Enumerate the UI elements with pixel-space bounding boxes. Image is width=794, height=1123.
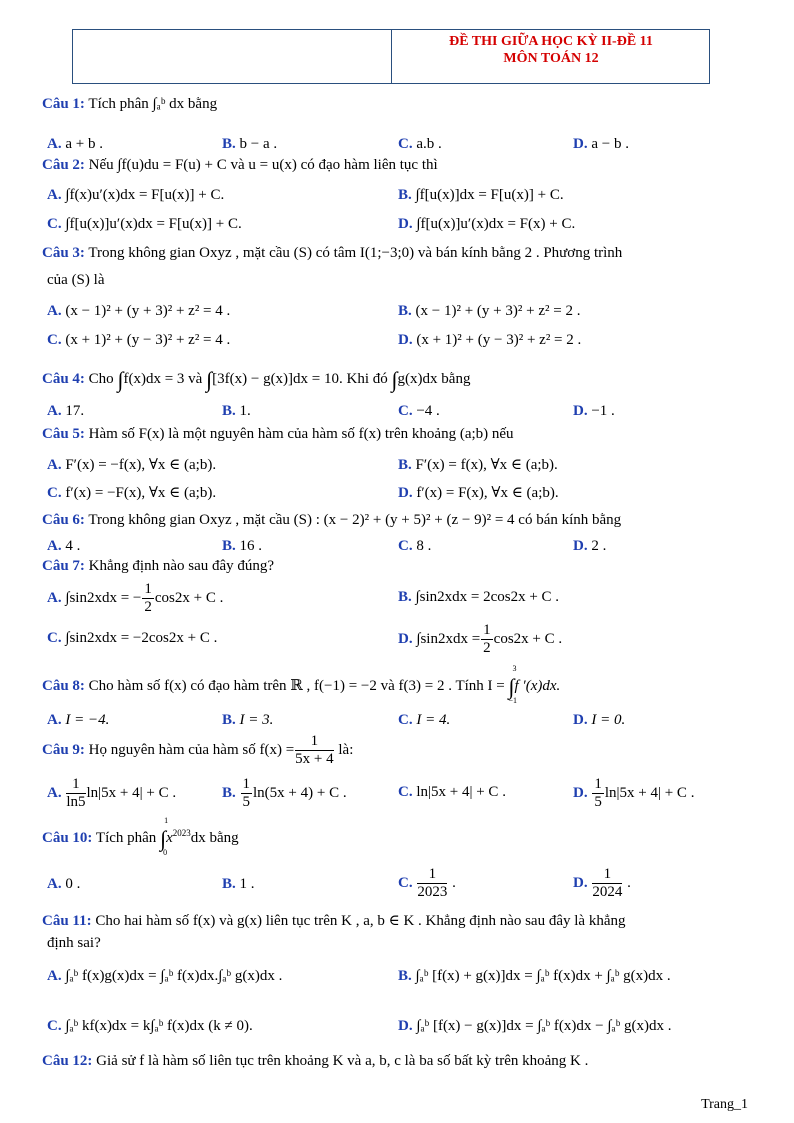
- exam-subject: MÔN TOÁN 12: [503, 51, 599, 66]
- question-2: Câu 2: Nếu ∫f(u)du = F(u) + C và u = u(x) có đạo hàm liên tục thì: [42, 157, 438, 173]
- question-stem: Khẳng định nào sau đây đúng?: [88, 558, 275, 574]
- question-4: Câu 4: Cho ∫f(x)dx = 3 và ∫[3f(x) − g(x)]dx = 10. Khi đó ∫g(x)dx bằng: [42, 367, 471, 392]
- question-stem: Hàm số F(x) là một nguyên hàm của hàm số f(x) trên khoảng (a;b) nếu: [88, 426, 514, 442]
- option-d: D. ∫f[u(x)]u′(x)dx = F(x) + C.: [398, 216, 576, 232]
- option-d: D. a − b .: [573, 136, 629, 152]
- question-9: Câu 9: Họ nguyên hàm của hàm số f(x) = $\frac{1}{5x + 4}$ là:: [42, 733, 354, 767]
- option-c: C. I = 4.: [398, 712, 451, 728]
- option-b: B. 1 .: [222, 876, 255, 892]
- option-a: A. 0 .: [47, 876, 81, 892]
- option-b: B. I = 3.: [222, 712, 274, 728]
- option-d: D. −1 .: [573, 403, 615, 419]
- integral-sign: ∫: [160, 826, 167, 851]
- option-c: C. $\frac{1}{2023}$ .: [398, 866, 456, 900]
- option-c: C. f′(x) = −F(x), ∀x ∈ (a;b).: [47, 485, 217, 501]
- integral-sign: ∫: [117, 367, 124, 392]
- option-d: D. $\frac{1}{5}$ ln|5x + 4| + C .: [573, 776, 695, 810]
- question-stem: Giả sử f là hàm số liên tục trên khoảng K và a, b, c là ba số bất kỳ trên khoảng K .: [96, 1053, 589, 1069]
- option-b: B. (x − 1)² + (y + 3)² + z² = 2 .: [398, 303, 581, 319]
- exam-header-box: [72, 29, 710, 84]
- fraction: $\frac{1}{2}$: [144, 581, 152, 615]
- question-stem: Trong không gian Oxyz , mặt cầu (S) : (x − 2)² + (y + 5)² + (z − 9)² = 4 có bán kính bằng: [88, 512, 622, 528]
- option-a: A. (x − 1)² + (y + 3)² + z² = 4 .: [47, 303, 231, 319]
- option-a: A. $\frac{1}{\ln 5}$ ln|5x + 4| + C .: [47, 776, 177, 810]
- question-stem: Tích phân ∫ₐᵇ dx bằng: [88, 96, 218, 112]
- question-stem-continued: định sai?: [47, 935, 101, 951]
- integral-sign: ∫: [391, 367, 398, 392]
- option-c: C. 8 .: [398, 538, 432, 554]
- question-7: Câu 7: Khẳng định nào sau đây đúng?: [42, 558, 275, 574]
- option-b: B. 16 .: [222, 538, 263, 554]
- option-b: B. ∫ₐᵇ [f(x) + g(x)]dx = ∫ₐᵇ f(x)dx + ∫ₐᵇ g(x)dx .: [398, 968, 671, 984]
- header-divider: [391, 30, 392, 83]
- option-a: A. ∫sin2xdx = − $\frac{1}{2}$ cos2x + C .: [47, 581, 224, 615]
- option-b: B. F′(x) = f(x), ∀x ∈ (a;b).: [398, 457, 558, 473]
- fraction: $\frac{1}{2}$: [483, 622, 491, 656]
- option-a: A. ∫f(x)u′(x)dx = F[u(x)] + C.: [47, 187, 225, 203]
- option-b: B. 1.: [222, 403, 251, 419]
- exam-title: ĐỀ THI GIỮA HỌC KỲ II-ĐỀ 11: [449, 34, 653, 49]
- question-label: Câu 1:: [42, 96, 85, 112]
- integral-sign: ∫: [206, 367, 213, 392]
- option-b: B. $\frac{1}{5}$ ln(5x + 4) + C .: [222, 776, 347, 810]
- option-c: C. ∫f[u(x)]u′(x)dx = F[u(x)] + C.: [47, 216, 242, 232]
- question-stem-continued: của (S) là: [47, 272, 105, 288]
- question-3: Câu 3: Trong không gian Oxyz , mặt cầu (S) có tâm I(1;−3;0) và bán kính bằng 2 . Phương trình: [42, 245, 623, 261]
- option-a: A. 4 .: [47, 538, 81, 554]
- question-11: Câu 11: Cho hai hàm số f(x) và g(x) liên tục trên K , a, b ∈ K . Khẳng định nào sau đây là khẳng: [42, 913, 626, 929]
- option-c: C. −4 .: [398, 403, 440, 419]
- option-a: A. ∫ₐᵇ f(x)g(x)dx = ∫ₐᵇ f(x)dx.∫ₐᵇ g(x)dx .: [47, 968, 283, 984]
- option-c: C. ∫ₐᵇ kf(x)dx = k∫ₐᵇ f(x)dx (k ≠ 0).: [47, 1018, 253, 1034]
- fraction: $\frac{1}{5x + 4}$: [295, 733, 334, 767]
- question-5: Câu 5: Hàm số F(x) là một nguyên hàm của hàm số f(x) trên khoảng (a;b) nếu: [42, 426, 514, 442]
- option-a: A. F′(x) = −f(x), ∀x ∈ (a;b).: [47, 457, 217, 473]
- option-b: B. b − a .: [222, 136, 278, 152]
- question-stem: Nếu ∫f(u)du = F(u) + C và u = u(x) có đạo hàm liên tục thì: [88, 157, 438, 173]
- option-c: C. ln|5x + 4| + C .: [398, 784, 506, 800]
- question-1: [42, 96, 217, 113]
- question-10: Câu 10: Tích phân ∫ 1 0 $x^{2023}dx$ bằng: [42, 816, 239, 857]
- page-number: Trang_1: [701, 1097, 748, 1112]
- question-stem: Cho hai hàm số f(x) và g(x) liên tục trên K , a, b ∈ K . Khẳng định nào sau đây là khẳng: [95, 913, 626, 929]
- option-b: B. ∫sin2xdx = 2cos2x + C .: [398, 589, 560, 605]
- integral-sign: ∫: [508, 674, 515, 699]
- option-c: C. (x + 1)² + (y − 3)² + z² = 4 .: [47, 332, 231, 348]
- option-d: D. I = 0.: [573, 712, 626, 728]
- option-a: A. a + b .: [47, 136, 103, 152]
- question-12: Câu 12: Giả sử f là hàm số liên tục trên khoảng K và a, b, c là ba số bất kỳ trên khoảng K .: [42, 1053, 589, 1069]
- option-a: A. I = −4.: [47, 712, 110, 728]
- option-d: D. $\frac{1}{2024}$ .: [573, 866, 631, 900]
- option-d: D. ∫sin2xdx = $\frac{1}{2}$ cos2x + C .: [398, 622, 563, 656]
- option-c: C. a.b .: [398, 136, 442, 152]
- option-d: D. (x + 1)² + (y − 3)² + z² = 2 .: [398, 332, 582, 348]
- question-8: Câu 8: Cho hàm số f(x) có đạo hàm trên ℝ , f(−1) = −2 và f(3) = 2 . Tính I = ∫ 3 −1 f ′(x)dx.: [42, 664, 561, 705]
- option-d: D. f′(x) = F(x), ∀x ∈ (a;b).: [398, 485, 559, 501]
- option-b: B. ∫f[u(x)]dx = F[u(x)] + C.: [398, 187, 564, 203]
- question-6: Câu 6: Trong không gian Oxyz , mặt cầu (S) : (x − 2)² + (y + 5)² + (z − 9)² = 4 có bán kính bằng: [42, 512, 622, 528]
- question-stem: Trong không gian Oxyz , mặt cầu (S) có tâm I(1;−3;0) và bán kính bằng 2 . Phương trình: [88, 245, 623, 261]
- option-a: A. 17.: [47, 403, 85, 419]
- option-c: C. ∫sin2xdx = −2cos2x + C .: [47, 630, 218, 646]
- option-d: D. ∫ₐᵇ [f(x) − g(x)]dx = ∫ₐᵇ f(x)dx − ∫ₐᵇ g(x)dx .: [398, 1018, 672, 1034]
- option-d: D. 2 .: [573, 538, 607, 554]
